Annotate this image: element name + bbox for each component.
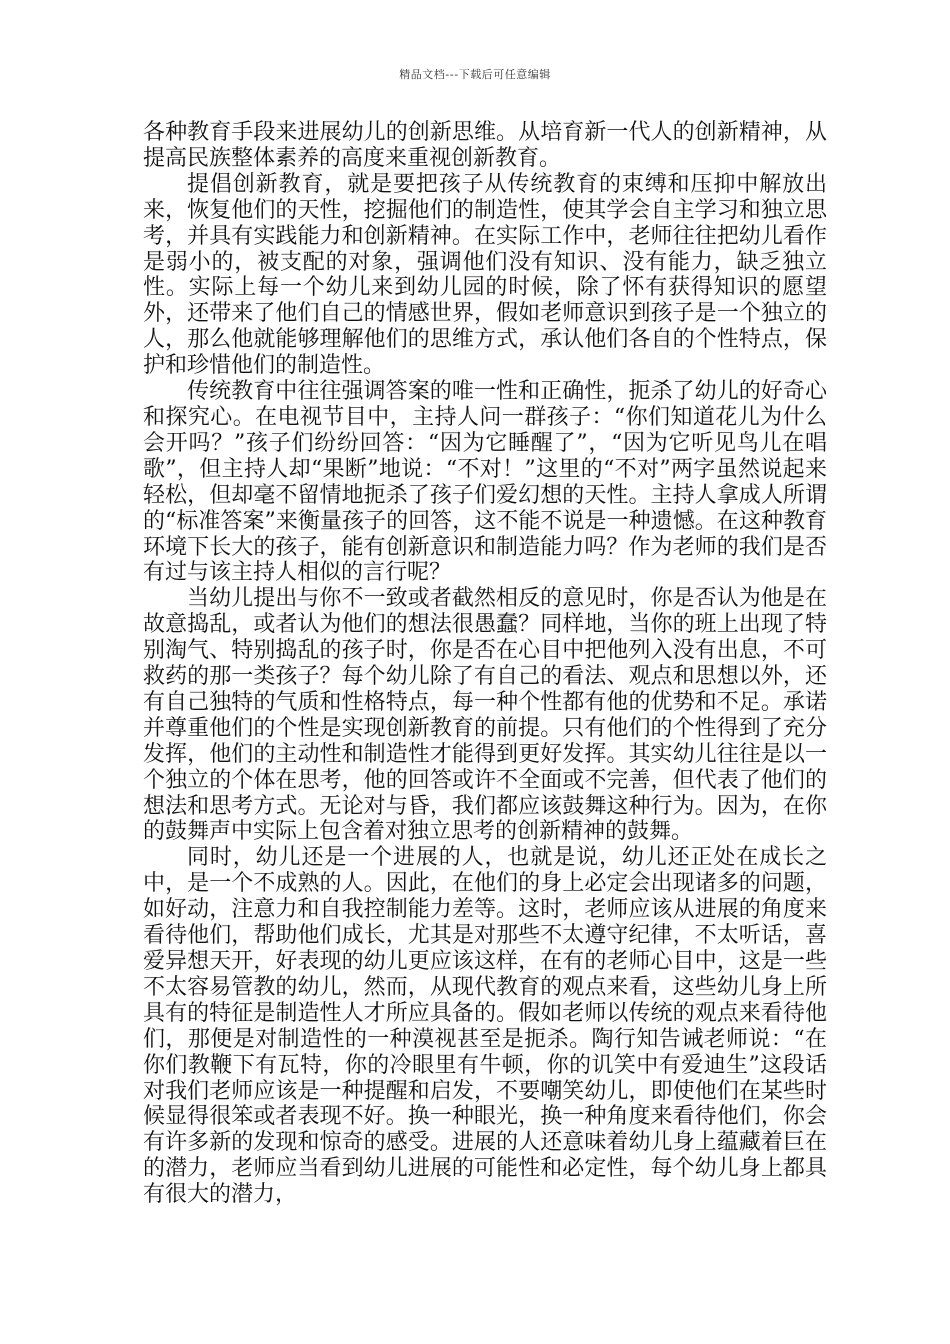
paragraph-4: 当幼儿提出与你不一致或者截然相反的意见时，你是否认为他是在故意捣乱，或者认为他们的想法很愚蠢？同样地，当你的班上出现了特别淘气、特别捣乱的孩子时，你是否在心目中把他列入没有出息，不可救药的那一类孩子？每个幼儿除了有自己的看法、观点和思想以外，还有自己独特的气质和性格特点，每一种个性都有他的优势和不足。承诺并尊重他们的个性是实现创新教育的前提。只有他们的个性得到了充分发挥，他们的主动性和制造性才能得到更好发挥。其实幼儿往往是以一个独立的个体在思考，他的回答或许不全面或不完善，但代表了他们的想法和思考方式。无论对与昏，我们都应该鼓舞这种行为。因为，在你的鼓舞声中实际上包含着对独立思考的创新精神的鼓舞。 <box>143 586 827 845</box>
paragraph-1: 各种教育手段来进展幼儿的创新思维。从培育新一代人的创新精神，从提高民族整体素养的高度来重视创新教育。 <box>143 120 827 171</box>
page-header: 精品文档---下载后可任意编辑 <box>399 68 551 81</box>
paragraph-5: 同时，幼儿还是一个进展的人，也就是说，幼儿还正处在成长之中，是一个不成熟的人。因此，在他们的身上必定会出现诸多的问题，如好动，注意力和自我控制能力差等。这时，老师应该从进展的角度来看待他们，帮助他们成长，尤其是对那些不太遵守纪律，不太听话，喜爱异想天开，好表现的幼儿更应该这样，在有的老师心目中，这是一些不太容易管教的幼儿，然而，从现代教育的观点来看，这些幼儿身上所具有的特征是制造性人才所应具备的。假如老师以传统的观点来看待他们，那便是对制造性的一种漠视甚至是扼杀。陶行知告诫老师说：“在你们教鞭下有瓦特，你的冷眼里有牛顿，你的讥笑中有爱迪生”这段话对我们老师应该是一种提醒和启发，不要嘲笑幼儿，即使他们在某些时候显得很笨或者表现不好。换一种眼光，换一种角度来看待他们，你会有许多新的发现和惊奇的感受。进展的人还意味着幼儿身上蕴藏着巨在的潜力，老师应当看到幼儿进展的可能性和必定性，每个幼儿身上都具有很大的潜力， <box>143 845 827 1208</box>
document-body <box>143 120 827 1208</box>
paragraph-2: 提倡创新教育，就是要把孩子从传统教育的束缚和压抑中解放出来，恢复他们的天性，挖掘他们的制造性，使其学会自主学习和独立思考，并具有实践能力和创新精神。在实际工作中，老师往往把幼儿看作是弱小的，被支配的对象，强调他们没有知识、没有能力，缺乏独立性。实际上每一个幼儿来到幼儿园的时候，除了怀有获得知识的愿望外，还带来了他们自己的情感世界，假如老师意识到孩子是一个独立的人，那么他就能够理解他们的思维方式，承认他们各自的个性特点，保护和珍惜他们的制造性。 <box>143 171 827 379</box>
paragraph-3: 传统教育中往往强调答案的唯一性和正确性，扼杀了幼儿的好奇心和探究心。在电视节目中，主持人问一群孩子：“你们知道花儿为什么会开吗？”孩子们纷纷回答：“因为它睡醒了”，“因为它听见鸟儿在唱歌”，但主持人却“果断”地说：“不对！”这里的“不对”两字虽然说起来轻松，但却毫不留情地扼杀了孩子们爱幻想的天性。主持人拿成人所谓的“标准答案”来衡量孩子的回答，这不能不说是一种遗憾。在这种教育环境下长大的孩子，能有创新意识和制造能力吗？作为老师的我们是否有过与该主持人相似的言行呢？ <box>143 379 827 586</box>
